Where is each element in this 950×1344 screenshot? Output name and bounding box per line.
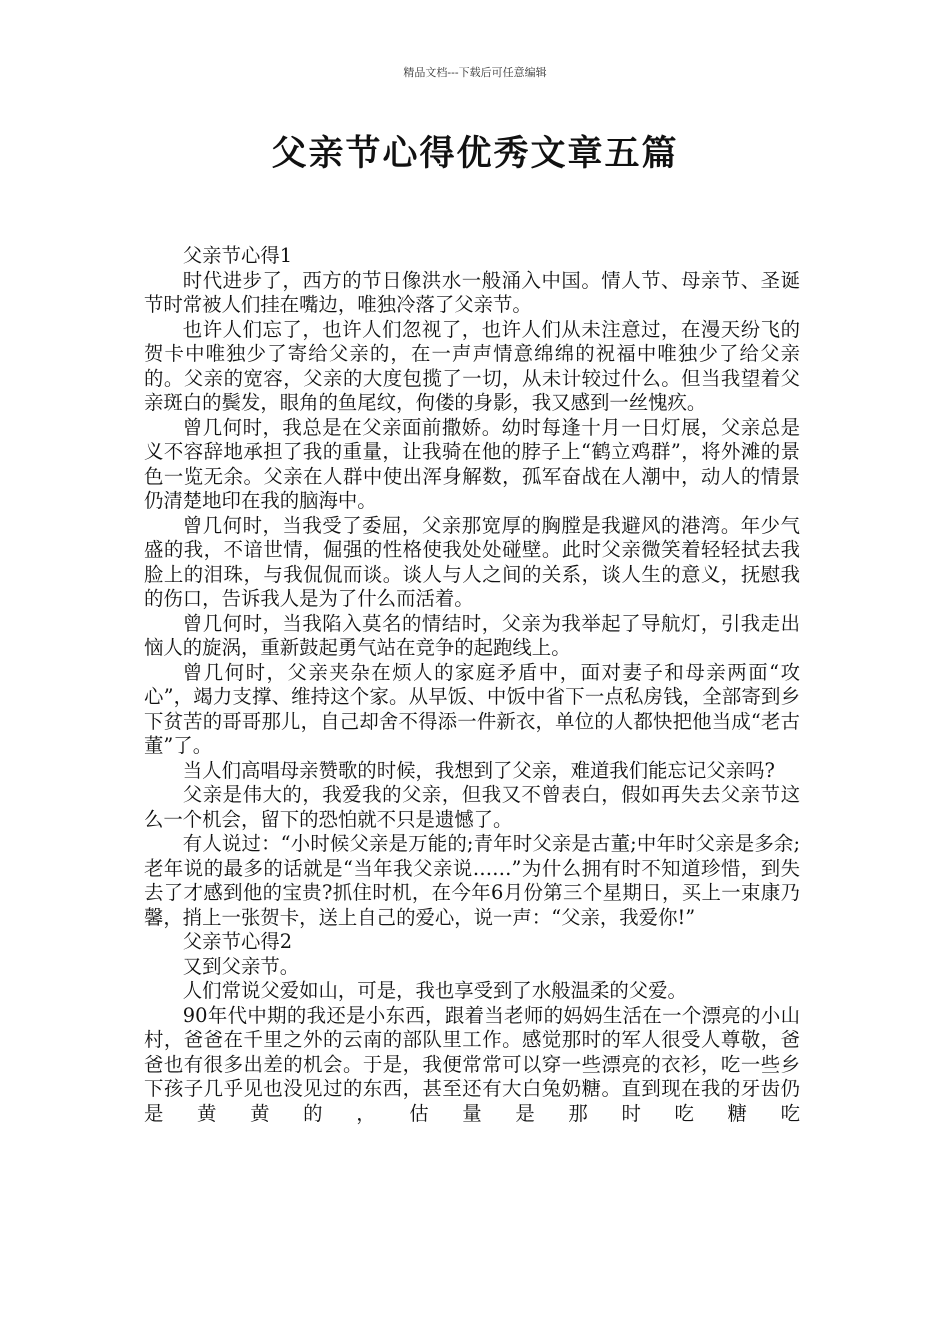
- paragraph: 90年代中期的我还是小东西，跟着当老师的妈妈生活在一个漂亮的小山村，爸爸在千里之外的云南的部队里工作。感觉那时的军人很受人尊敬，爸爸也有很多出差的机会。于是，我便常常可以穿一些漂亮的衣衫，吃一些乡下孩子几乎见也没见过的东西，甚至还有大白兔奶糖。直到现在我的牙齿仍是黄黄的，估量是那时吃糖吃: [144, 1003, 800, 1125]
- section-heading: 父亲节心得2: [182, 930, 293, 953]
- paragraph: 曾几何时，父亲夹杂在烦人的家庭矛盾中，面对妻子和母亲两面“攻心”，竭力支撑、维持这个家。从早饭、中饭中省下一点私房钱，全部寄到乡下贫苦的哥哥那儿，自己却舍不得添一件新衣，单位的人都快把他当成“老古董”了。: [144, 660, 800, 757]
- paragraph: 当人们高唱母亲赞歌的时候，我想到了父亲，难道我们能忘记父亲吗?: [182, 758, 775, 782]
- paragraph: 曾几何时，我总是在父亲面前撒娇。幼时每逢十月一日灯展，父亲总是义不容辞地承担了我的重量，让我骑在他的脖子上“鹤立鸡群”，将外滩的景色一览无余。父亲在人群中使出浑身解数，孤军奋战在人潮中，动人的情景仍清楚地印在我的脑海中。: [144, 415, 800, 512]
- paragraph: 又到父亲节。: [182, 954, 300, 978]
- paragraph: 曾几何时，当我受了委屈，父亲那宽厚的胸膛是我避风的港湾。年少气盛的我，不谙世情，倔强的性格使我处处碰壁。此时父亲微笑着轻轻拭去我脸上的泪珠，与我侃侃而谈。谈人与人之间的关系，谈人生的意义，抚慰我的伤口，告诉我人是为了什么而活着。: [144, 513, 800, 610]
- paragraph: 父亲是伟大的，我爱我的父亲，但我又不曾表白，假如再失去父亲节这么一个机会，留下的恐怕就不只是遗憾了。: [144, 783, 800, 831]
- document-title: 父亲节心得优秀文章五篇: [271, 134, 679, 174]
- paragraph: 人们常说父爱如山，可是，我也享受到了水般温柔的父爱。: [182, 979, 687, 1002]
- document-body: [144, 244, 800, 1126]
- paragraph: 曾几何时，当我陷入莫名的情结时，父亲为我举起了导航灯，引我走出恼人的旋涡，重新鼓起勇气站在竞争的起跑线上。: [144, 611, 800, 659]
- paragraph: 也许人们忘了，也许人们忽视了，也许人们从未注意过，在漫天纷飞的贺卡中唯独少了寄给父亲的，在一声声情意绵绵的祝福中唯独少了给父亲的。父亲的宽容，父亲的大度包揽了一切，从未计较过什么。但当我望着父亲斑白的鬓发，眼角的鱼尾纹，佝偻的身影，我又感到一丝愧疚。: [144, 317, 800, 414]
- paragraph: 有人说过：“小时候父亲是万能的;青年时父亲是古董;中年时父亲是多余;老年说的最多的话就是“当年我父亲说……”为什么拥有时不知道珍惜，到失去了才感到他的宝贵?抓住时机，在今年6月份第三个星期日，买上一束康乃馨，捎上一张贺卡，送上自己的爱心，说一声：“父亲，我爱你!”: [144, 832, 800, 929]
- section-heading: 父亲节心得1: [182, 244, 293, 267]
- header-note: 精品文档---下载后可任意编辑: [403, 66, 547, 79]
- paragraph: 时代进步了，西方的节日像洪水一般涌入中国。情人节、母亲节、圣诞节时常被人们挂在嘴边，唯独冷落了父亲节。: [144, 268, 800, 316]
